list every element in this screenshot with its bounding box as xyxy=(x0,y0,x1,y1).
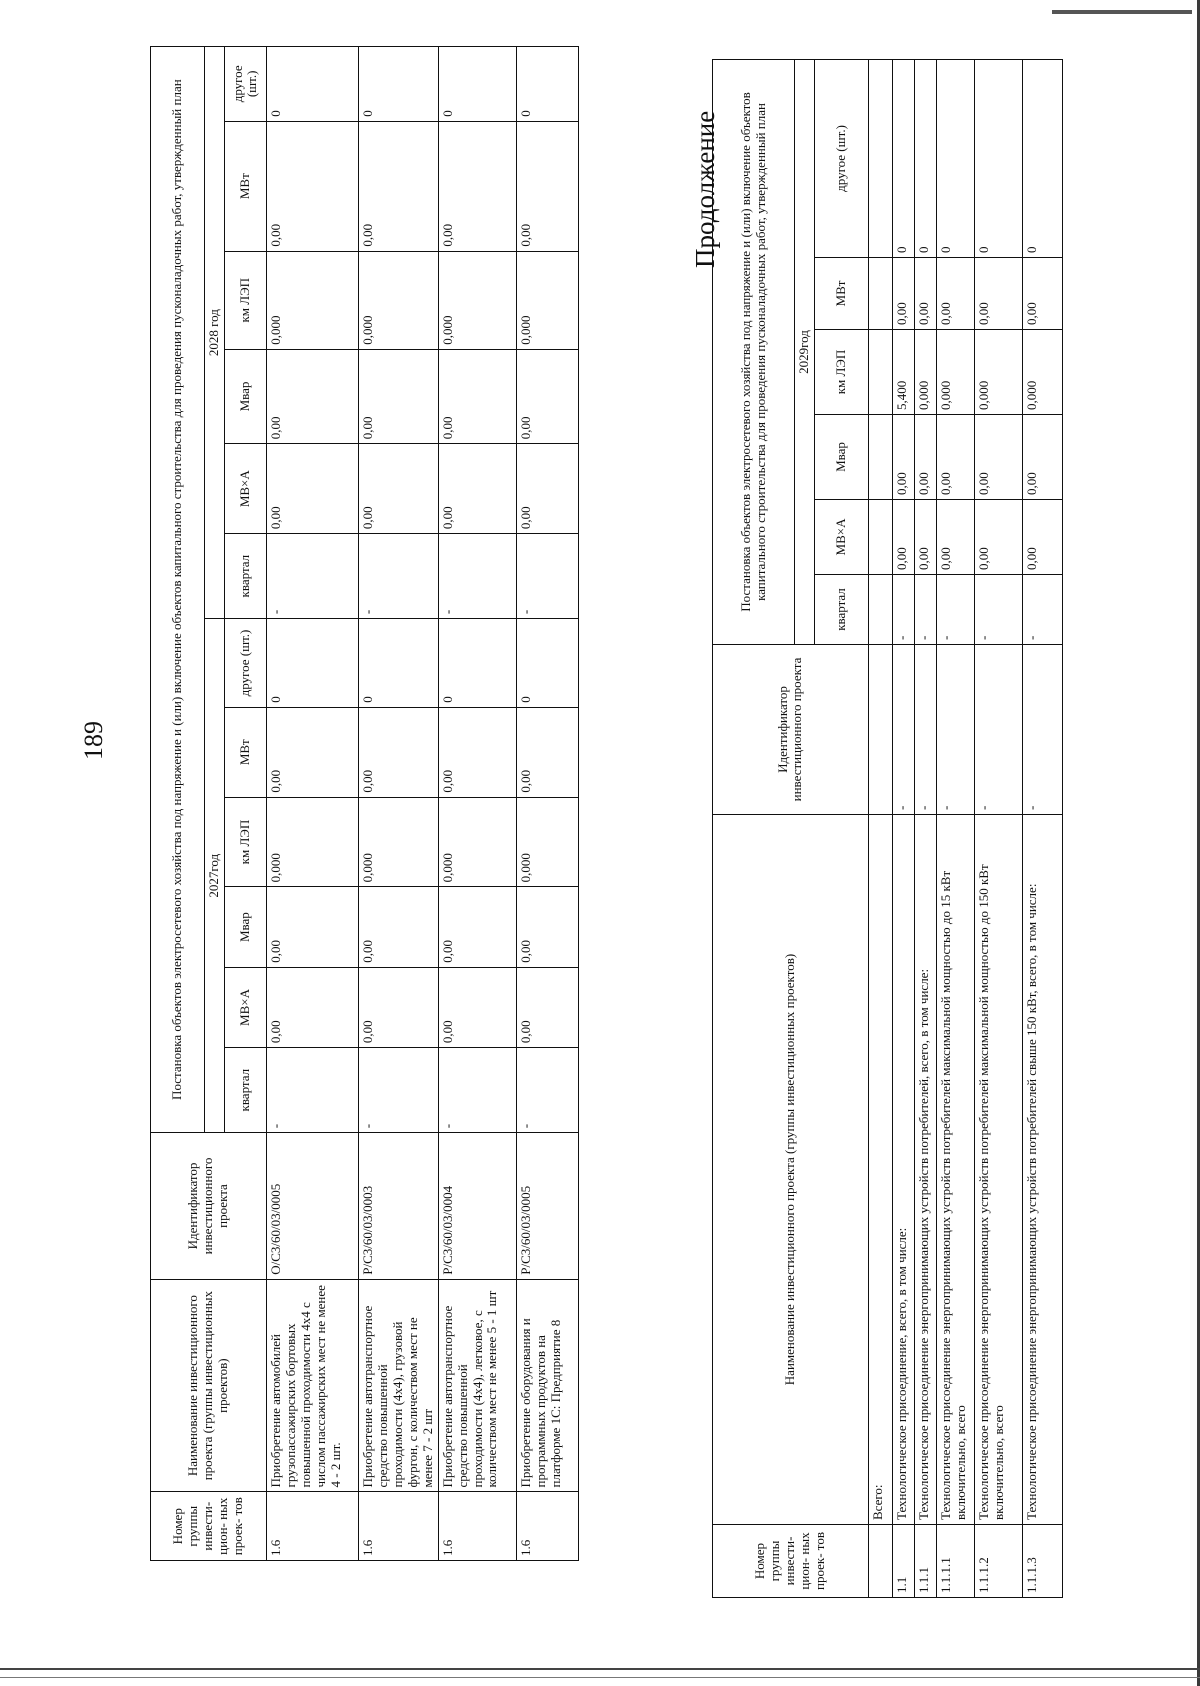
cell-mva: 0,00 xyxy=(358,444,438,534)
cell-quarter: - xyxy=(892,575,914,645)
row-number: 1.1 xyxy=(892,1525,914,1598)
cell-km-lep: 0,000 xyxy=(1022,330,1062,415)
cell-other: 0 xyxy=(892,59,914,257)
cell-mva: 0,00 xyxy=(892,500,914,575)
cell-km-lep: 0,000 xyxy=(438,251,516,349)
cell-mva: 0,00 xyxy=(516,444,578,534)
scan-edge-top-right xyxy=(1052,10,1192,14)
row-project-name: Технологическое присоединение энергопринимающих устройств потребителей максимальной мощностью до 150 кВт включительно, всего xyxy=(974,815,1022,1525)
cell-mw: 0,00 xyxy=(266,121,358,251)
header-year-2027: 2027год xyxy=(205,619,225,1133)
col-mw: МВт xyxy=(814,258,868,330)
row-project-name: Приобретение автотранспортное средство повышенной проходимости (4x4), легковое, с количеством мест не менее 5 - 1 шт xyxy=(438,1279,516,1492)
cell-other: 0 xyxy=(358,47,438,122)
col-km-lep: км ЛЭП xyxy=(814,330,868,415)
col-mw: МВт xyxy=(224,121,266,251)
cell-other: 0 xyxy=(358,619,438,708)
col-other: другое (шт.) xyxy=(814,59,868,257)
col-mva: МВ×А xyxy=(814,500,868,575)
table-row xyxy=(892,59,914,1597)
cell-mvar: 0,00 xyxy=(266,349,358,444)
cell-km-lep: 0,000 xyxy=(974,330,1022,415)
cell-mvar: 0,00 xyxy=(358,349,438,444)
cell-mva: 0,00 xyxy=(914,500,936,575)
investment-table-2029 xyxy=(712,59,1063,1598)
cell-mva xyxy=(868,500,892,575)
cell-km-lep: 0,000 xyxy=(914,330,936,415)
col-quarter: квартал xyxy=(814,575,868,645)
col-other: другое (шт.) xyxy=(224,47,266,122)
cell-mva: 0,00 xyxy=(438,444,516,534)
table-row xyxy=(914,59,936,1597)
table-row xyxy=(358,47,438,1561)
cell-mw: 0,00 xyxy=(438,707,516,797)
cell-quarter: - xyxy=(438,1048,516,1133)
cell-mva: 0,00 xyxy=(266,444,358,534)
cell-other: 0 xyxy=(438,47,516,122)
cell-km-lep: 0,000 xyxy=(266,797,358,887)
row-project-name: Технологическое присоединение энергопринимающих устройств потребителей, всего, в том числе: xyxy=(914,815,936,1525)
row-number: 1.6 xyxy=(358,1492,438,1561)
cell-quarter: - xyxy=(358,534,438,619)
cell-mvar: 0,00 xyxy=(516,349,578,444)
table-row xyxy=(1022,59,1062,1597)
row-number: 1.1.1.3 xyxy=(1022,1525,1062,1598)
cell-km-lep: 0,000 xyxy=(358,251,438,349)
header-commissioning: Постановка объектов электросетевого хозяйства под напряжение и (или) включение объектов капитального строительства для проведения пусконаладочных работ, утвержденный план xyxy=(713,59,795,644)
cell-mvar: 0,00 xyxy=(266,887,358,967)
header-project-id: Идентификатор инвестиционного проекта xyxy=(713,645,869,815)
header-project-id: Идентификатор инвестиционного проекта xyxy=(151,1133,267,1280)
cell-mvar xyxy=(868,415,892,500)
cell-km-lep: 0,000 xyxy=(438,797,516,887)
table-row xyxy=(266,47,358,1561)
col-quarter: квартал xyxy=(224,1048,266,1133)
cell-mva: 0,00 xyxy=(974,500,1022,575)
row-project-id: - xyxy=(974,645,1022,815)
row-project-id: - xyxy=(936,645,974,815)
cell-km-lep: 0,000 xyxy=(358,797,438,887)
cell-mw xyxy=(868,258,892,330)
scan-edge-bottom xyxy=(0,1668,1200,1670)
cell-mw: 0,00 xyxy=(974,258,1022,330)
table-row xyxy=(974,59,1022,1597)
row-number: 1.6 xyxy=(516,1492,578,1561)
cell-mw: 0,00 xyxy=(358,121,438,251)
cell-km-lep: 0,000 xyxy=(266,251,358,349)
col-other: другое (шт.) xyxy=(224,619,266,708)
cell-other: 0 xyxy=(516,47,578,122)
col-mvar: Мвар xyxy=(814,415,868,500)
col-mva: МВ×А xyxy=(224,444,266,534)
row-project-id xyxy=(868,645,892,815)
cell-quarter: - xyxy=(936,575,974,645)
cell-other: 0 xyxy=(266,619,358,708)
cell-mw: 0,00 xyxy=(914,258,936,330)
cell-other xyxy=(868,59,892,257)
cell-quarter: - xyxy=(266,534,358,619)
cell-mw: 0,00 xyxy=(516,707,578,797)
cell-quarter: - xyxy=(516,534,578,619)
header-group-number: Номер группы инвести- цион- ных проек- тов xyxy=(713,1525,869,1598)
row-number: 1.1.1 xyxy=(914,1525,936,1598)
row-project-id: Р/С3/60/03/0003 xyxy=(358,1133,438,1280)
col-quarter: квартал xyxy=(224,534,266,619)
col-mw: МВт xyxy=(224,707,266,797)
cell-mvar: 0,00 xyxy=(974,415,1022,500)
header-project-name: Наименование инвестиционного проекта (группы инвестиционных проектов) xyxy=(151,1279,267,1492)
cell-mva: 0,00 xyxy=(358,967,438,1047)
table-row xyxy=(438,47,516,1561)
row-number xyxy=(868,1525,892,1598)
row-number: 1.6 xyxy=(266,1492,358,1561)
row-project-id: - xyxy=(1022,645,1062,815)
row-project-id: - xyxy=(914,645,936,815)
col-mvar: Мвар xyxy=(224,887,266,967)
row-project-name: Приобретение оборудования и программных продуктов на платформе 1С: Предприятие 8 xyxy=(516,1279,578,1492)
row-project-id: Р/С3/60/03/0004 xyxy=(438,1133,516,1280)
table-row xyxy=(936,59,974,1597)
row-project-name: Технологическое присоединение энергопринимающих устройств потребителей максимальной мощностью до 15 кВт включительно, всего xyxy=(936,815,974,1525)
cell-km-lep xyxy=(868,330,892,415)
cell-mw: 0,00 xyxy=(892,258,914,330)
cell-mw: 0,00 xyxy=(516,121,578,251)
row-project-name: Технологическое присоединение, всего, в том числе: xyxy=(892,815,914,1525)
row-project-name: Технологическое присоединение энергопринимающих устройств потребителей свыше 150 кВт, всего, в том числе: xyxy=(1022,815,1062,1525)
col-km-lep: км ЛЭП xyxy=(224,797,266,887)
cell-quarter: - xyxy=(914,575,936,645)
cell-other: 0 xyxy=(974,59,1022,257)
cell-mvar: 0,00 xyxy=(914,415,936,500)
row-number: 1.1.1.2 xyxy=(974,1525,1022,1598)
cell-other: 0 xyxy=(266,47,358,122)
cell-quarter: - xyxy=(266,1048,358,1133)
cell-mvar: 0,00 xyxy=(358,887,438,967)
row-project-name: Приобретение автомобилей грузопассажирских бортовых повышенной проходимости 4x4 с числом пассажирских мест не менее 4 - 2 шт. xyxy=(266,1279,358,1492)
cell-other: 0 xyxy=(936,59,974,257)
cell-mw: 0,00 xyxy=(438,121,516,251)
table-row xyxy=(516,47,578,1561)
cell-km-lep: 5,400 xyxy=(892,330,914,415)
cell-mw: 0,00 xyxy=(266,707,358,797)
cell-quarter: - xyxy=(438,534,516,619)
row-project-name: Всего: xyxy=(868,815,892,1525)
row-number: 1.6 xyxy=(438,1492,516,1561)
header-year-2028: 2028 год xyxy=(205,47,225,619)
cell-mvar: 0,00 xyxy=(438,887,516,967)
cell-mva: 0,00 xyxy=(1022,500,1062,575)
cell-quarter: - xyxy=(1022,575,1062,645)
cell-mw: 0,00 xyxy=(1022,258,1062,330)
cell-mva: 0,00 xyxy=(438,967,516,1047)
row-project-name: Приобретение автотранспортное средство повышенной проходимости (4x4), грузовой фургон, с количеством мест не менее 7 - 2 шт xyxy=(358,1279,438,1492)
cell-mvar: 0,00 xyxy=(936,415,974,500)
header-year-2029: 2029год xyxy=(795,59,815,644)
cell-other: 0 xyxy=(914,59,936,257)
cell-mw: 0,00 xyxy=(358,707,438,797)
row-number: 1.1.1.1 xyxy=(936,1525,974,1598)
table-row xyxy=(868,59,892,1597)
cell-mva: 0,00 xyxy=(936,500,974,575)
header-group-number: Номер группы инвести- цион- ных проек- тов xyxy=(151,1492,267,1561)
cell-mvar: 0,00 xyxy=(892,415,914,500)
scan-edge-bottom-line xyxy=(0,1677,1200,1678)
cell-mva: 0,00 xyxy=(266,967,358,1047)
cell-other: 0 xyxy=(1022,59,1062,257)
cell-quarter: - xyxy=(974,575,1022,645)
cell-km-lep: 0,000 xyxy=(516,251,578,349)
cell-km-lep: 0,000 xyxy=(936,330,974,415)
cell-km-lep: 0,000 xyxy=(516,797,578,887)
cell-quarter: - xyxy=(358,1048,438,1133)
cell-mvar: 0,00 xyxy=(516,887,578,967)
page-number: 189 xyxy=(79,721,108,760)
cell-mw: 0,00 xyxy=(936,258,974,330)
col-km-lep: км ЛЭП xyxy=(224,251,266,349)
cell-quarter xyxy=(868,575,892,645)
cell-mva: 0,00 xyxy=(516,967,578,1047)
row-project-id: Р/С3/60/03/0005 xyxy=(516,1133,578,1280)
investment-table-2027-2028 xyxy=(150,46,579,1561)
cell-other: 0 xyxy=(438,619,516,708)
row-project-id: О/С3/60/03/0005 xyxy=(266,1133,358,1280)
col-mvar: Мвар xyxy=(224,349,266,444)
cell-quarter: - xyxy=(516,1048,578,1133)
header-project-name: Наименование инвестиционного проекта (группы инвестиционных проектов) xyxy=(713,815,869,1525)
col-mva: МВ×А xyxy=(224,967,266,1047)
row-project-id: - xyxy=(892,645,914,815)
continuation-title: Продолжение xyxy=(690,110,720,268)
cell-mvar: 0,00 xyxy=(438,349,516,444)
cell-other: 0 xyxy=(516,619,578,708)
cell-mvar: 0,00 xyxy=(1022,415,1062,500)
header-commissioning: Постановка объектов электросетевого хозяйства под напряжение и (или) включение объектов капитального строительства для проведения пусконаладочных работ, утвержденный план xyxy=(151,47,205,1133)
